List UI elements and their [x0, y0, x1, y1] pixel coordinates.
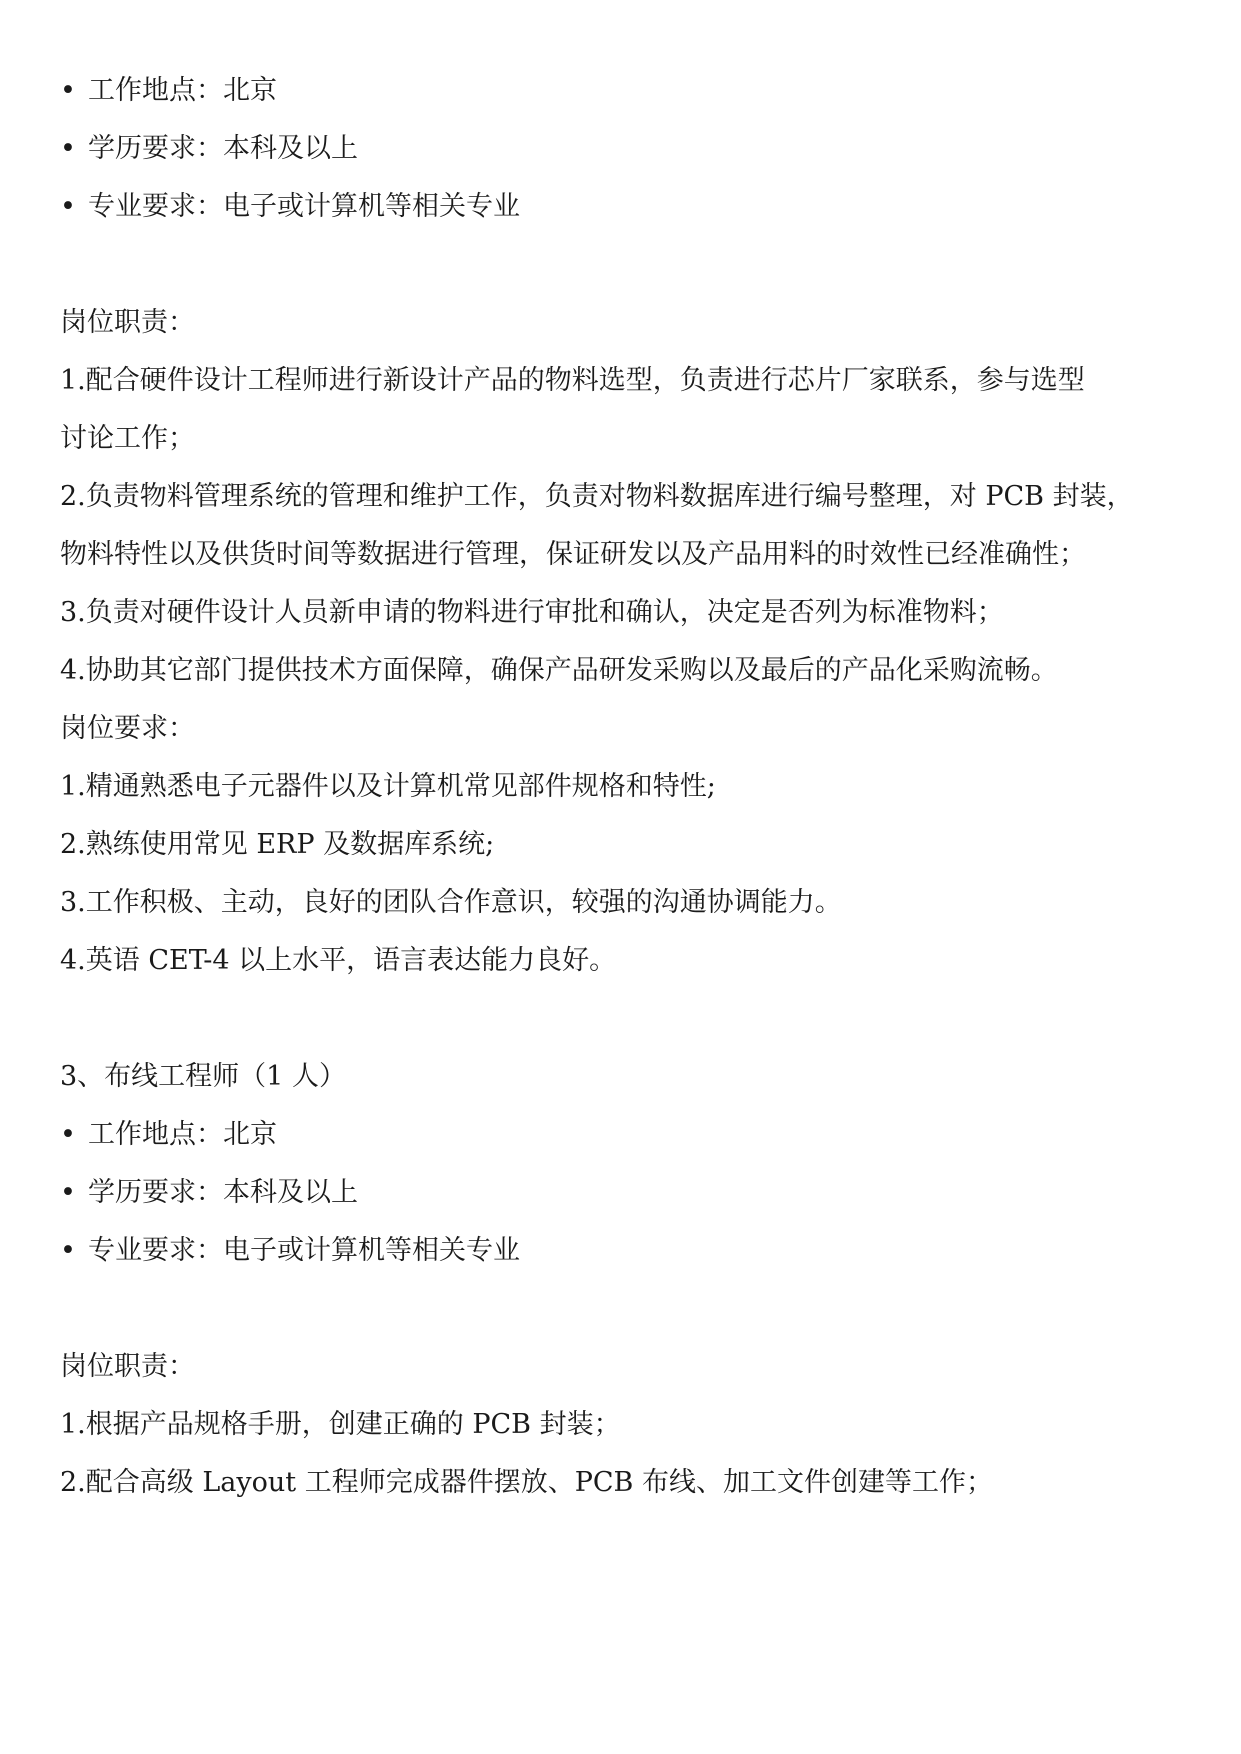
requirement-line: 1.精通熟悉电子元器件以及计算机常见部件规格和特性; [60, 771, 716, 802]
duties-heading: 岗位职责： [60, 307, 195, 338]
requirement-line: 4.英语 CET-4 以上水平，语言表达能力良好。 [60, 945, 617, 976]
bullet-icon: • [60, 191, 76, 222]
duty-line: 1.根据产品规格手册，创建正确的 PCB 封装； [60, 1409, 621, 1440]
bullet-icon: • [60, 1177, 76, 1208]
duty-line: 讨论工作； [60, 423, 195, 454]
duty-line: 1.配合硬件设计工程师进行新设计产品的物料选型，负责进行芯片厂家联系，参与选型 [60, 365, 1085, 396]
info-item-major [60, 1231, 1201, 1271]
info-text: 专业要求：电子或计算机等相关专业 [88, 1235, 520, 1266]
requirements-heading: 岗位要求： [60, 713, 195, 744]
info-item-education [60, 129, 1201, 169]
duty-line: 4.协助其它部门提供技术方面保障，确保产品研发采购以及最后的产品化采购流畅。 [60, 655, 1058, 686]
bullet-icon: • [60, 1119, 76, 1150]
duty-line: 物料特性以及供货时间等数据进行管理，保证研发以及产品用料的时效性已经准确性； [60, 539, 1086, 570]
info-text: 专业要求：电子或计算机等相关专业 [88, 191, 520, 222]
info-item-major [60, 187, 1201, 227]
requirement-line: 3.工作积极、主动，良好的团队合作意识，较强的沟通协调能力。 [60, 887, 842, 918]
info-item-location [60, 1115, 1201, 1155]
duties-heading: 岗位职责： [60, 1351, 195, 1382]
info-item-location [60, 71, 1201, 111]
info-text: 学历要求：本科及以上 [88, 133, 358, 164]
info-item-education [60, 1173, 1201, 1213]
duty-line: 3.负责对硬件设计人员新申请的物料进行审批和确认，决定是否列为标准物料； [60, 597, 1004, 628]
requirement-line: 2.熟练使用常见 ERP 及数据库系统; [60, 829, 495, 860]
info-text: 工作地点：北京 [88, 1119, 277, 1150]
duty-line: 2.配合高级 Layout 工程师完成器件摆放、PCB 布线、加工文件创建等工作； [60, 1467, 993, 1498]
bullet-icon: • [60, 1235, 76, 1266]
duty-line: 2.负责物料管理系统的管理和维护工作，负责对物料数据库进行编号整理，对 PCB 封装， [60, 481, 1134, 512]
info-text: 工作地点：北京 [88, 75, 277, 106]
bullet-icon: • [60, 75, 76, 106]
bullet-icon: • [60, 133, 76, 164]
info-text: 学历要求：本科及以上 [88, 1177, 358, 1208]
position-title: 3、布线工程师（1 人） [60, 1061, 346, 1092]
